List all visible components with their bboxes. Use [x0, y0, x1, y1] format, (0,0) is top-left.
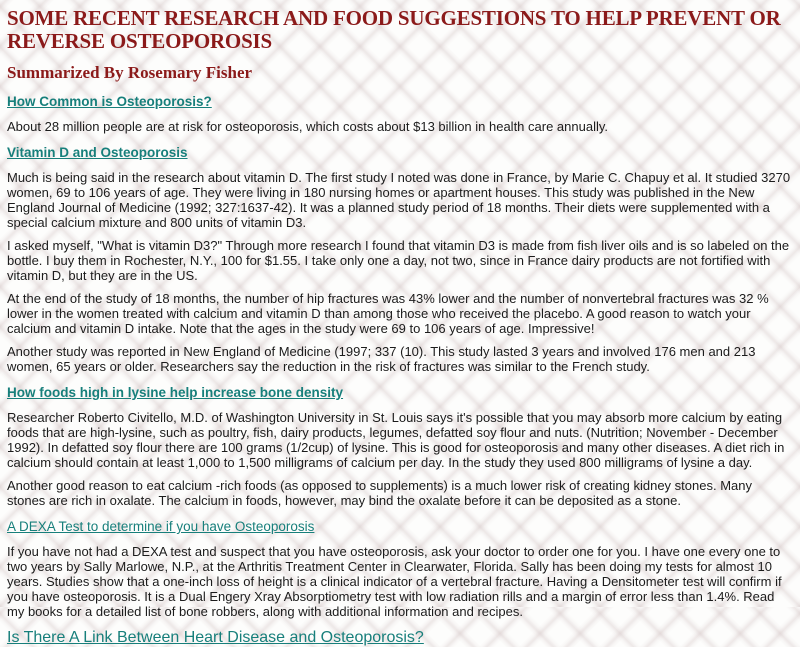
paragraph-dexa-test: If you have not had a DEXA test and suspect that you have osteoporosis, ask your doctor to order one for you. I have one every one to two years by Sally Marlowe, N.P., at the Arthritis Treatment Center in Clearwater, Florida. Sally has been doing my tests for almost 10 years. Studies show that a one-inch loss of height is a clinical indicator of a vertebral fracture. Having a Densitometer test will confirm if you have osteoporosis. It is a Dual Engery Xray Absorptiometry test with low radiation rills and a margin of error less than 1.4%. Read my books for a detailed list of bone robbers, along with additional information and recipes.: [7, 544, 782, 619]
paragraph-lysine-research: Researcher Roberto Civitello, M.D. of Washington University in St. Louis says it's possible that you may absorb more calcium by eating foods that are high-lysine, such as poultry, fish, dairy products, legumes, defatted soy flour and nuts. (Nutrition; November - December 1992). In defatted soy flour there are 100 grams (1/2cup) of lysine. This is good for osteoporosis and many other diseases. A diet rich in calcium should contain at least 1,000 to 1,500 milligrams of calcium per day. In the study they used 800 milligrams of lysine a day.: [7, 410, 785, 470]
section-link-dexa-test[interactable]: A DEXA Test to determine if you have Osteoporosis: [7, 519, 315, 534]
page-title: SOME RECENT RESEARCH AND FOOD SUGGESTIONS TO HELP PREVENT OR REVERSE OSTEOPOROSIS: [7, 6, 781, 53]
paragraph-calcium-rich-foods: Another good reason to eat calcium -rich foods (as opposed to supplements) is a much lower risk of creating kidney stones. Many stones are rich in oxalate. The calcium in foods, however, may bind the oxalate before it can be deposited as a stone.: [7, 478, 752, 508]
paragraph-study-results: At the end of the study of 18 months, the number of hip fractures was 43% lower and the number of nonvertebral fractures was 32 % lower in the women treated with calcium and vitamin D than among those who received the placebo. A good reason to watch your calcium and vitamin D intake. Note that the ages in the study were 69 to 106 years of age. Impressive!: [7, 291, 769, 336]
section-heading-row: [7, 144, 793, 162]
byline: Summarized By Rosemary Fisher: [7, 63, 253, 82]
paragraph-what-is-vitamin-d3: I asked myself, "What is vitamin D3?" Through more research I found that vitamin D3 is made from fish liver oils and is so labeled on the bottle. I buy them in Rochester, N.Y., 100 for $1.55. I take only one a day, not two, since in France dairy products are not fortified with vitamin D, but they are in the US.: [7, 238, 790, 283]
section-link-lysine-bone-density[interactable]: How foods high in lysine help increase bone density: [7, 385, 344, 400]
paragraph-how-common: About 28 million people are at risk for osteoporosis, which costs about $13 billion in health care annually.: [7, 119, 608, 134]
section-heading-row: [7, 518, 793, 536]
section-heading-row: [7, 629, 793, 647]
section-link-how-common-is-osteoporosis[interactable]: How Common is Osteoporosis?: [7, 94, 212, 109]
osteoporosis-article-page: [0, 6, 800, 646]
section-link-vitamin-d-and-osteoporosis[interactable]: Vitamin D and Osteoporosis: [7, 145, 188, 160]
section-heading-row: [7, 93, 793, 111]
paragraph-french-study: Much is being said in the research about vitamin D. The first study I noted was done in France, by Marie C. Chapuy et al. It studied 3270 women, 69 to 106 years of age. They were living in 180 nursing homes or apartment houses. This study was published in the New England Journal of Medicine (1992; 327:1637-42). It was a planned study period of 18 months. Their diets were supplemented with a special calcium mixture and 800 units of vitamin D3.: [7, 170, 791, 230]
paragraph-second-study: Another study was reported in New England of Medicine (1997; 337 (10). This study lasted 3 years and involved 176 men and 213 women, 65 years or older. Researchers say the reduction in the risk of fractures was similar to the French study.: [7, 344, 756, 374]
article-content: [0, 7, 800, 647]
section-link-heart-disease-osteoporosis[interactable]: Is There A Link Between Heart Disease and Osteoporosis?: [7, 629, 424, 646]
section-heading-row: [7, 384, 793, 402]
